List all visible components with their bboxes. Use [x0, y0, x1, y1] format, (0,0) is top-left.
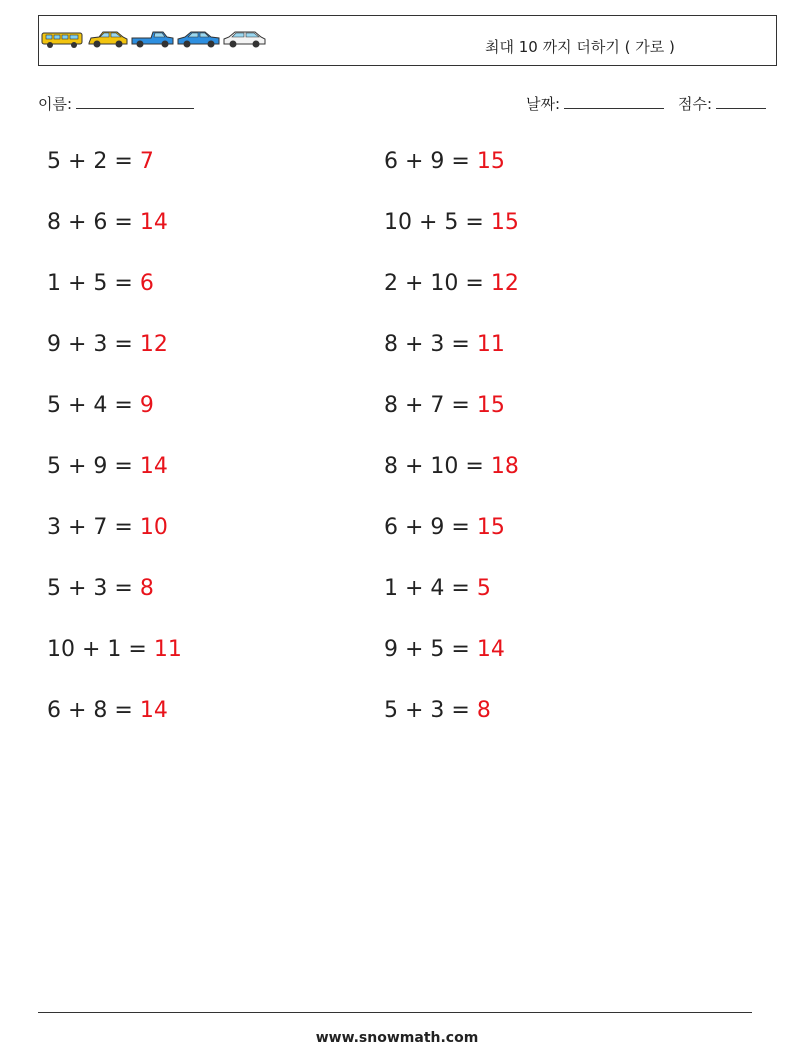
problem-right-5 [384, 392, 505, 420]
problem-right-3 [384, 270, 519, 298]
answer: 8 [476, 698, 491, 723]
worksheet-header [38, 15, 777, 66]
question: 10 + 1 = [47, 637, 154, 662]
question: 5 + 9 = [47, 454, 140, 479]
question: 5 + 4 = [47, 393, 140, 418]
answer: 8 [139, 576, 154, 601]
answer: 14 [139, 454, 168, 479]
problem-left-3 [47, 270, 154, 298]
answer: 12 [490, 271, 519, 296]
question: 1 + 5 = [47, 271, 140, 296]
question: 5 + 3 = [47, 576, 140, 601]
problem-left-7 [47, 514, 168, 542]
question: 8 + 7 = [384, 393, 477, 418]
answer: 15 [476, 515, 505, 540]
worksheet-title: 최대 10 까지 더하기 ( 가로 ) [485, 38, 675, 56]
answer: 6 [139, 271, 154, 296]
answer: 15 [476, 393, 505, 418]
problem-right-10 [384, 697, 491, 725]
problem-left-1 [47, 148, 154, 176]
question: 9 + 5 = [384, 637, 477, 662]
answer: 14 [139, 698, 168, 723]
question: 6 + 9 = [384, 149, 477, 174]
answer: 11 [153, 637, 182, 662]
answer: 18 [490, 454, 519, 479]
problem-left-4 [47, 331, 168, 359]
date-field [526, 93, 664, 114]
answer: 5 [476, 576, 491, 601]
question: 6 + 9 = [384, 515, 477, 540]
blue-sedan-icon [177, 29, 221, 49]
problem-right-8 [384, 575, 491, 603]
answer: 14 [476, 637, 505, 662]
question: 5 + 3 = [384, 698, 477, 723]
question: 9 + 3 = [47, 332, 140, 357]
question: 8 + 10 = [384, 454, 491, 479]
answer: 9 [139, 393, 154, 418]
score-blank [716, 94, 766, 109]
problem-left-2 [47, 209, 168, 237]
problem-right-6 [384, 453, 519, 481]
name-field [38, 93, 194, 114]
answer: 7 [139, 149, 154, 174]
score-label: 점수: [678, 95, 713, 113]
question: 8 + 6 = [47, 210, 140, 235]
problem-right-9 [384, 636, 505, 664]
problem-left-10 [47, 697, 168, 725]
question: 3 + 7 = [47, 515, 140, 540]
question: 8 + 3 = [384, 332, 477, 357]
answer: 14 [139, 210, 168, 235]
date-label: 날짜: [526, 95, 561, 113]
name-label: 이름: [38, 95, 73, 113]
name-blank [76, 94, 194, 109]
blue-pickup-icon [131, 29, 175, 49]
problem-left-9 [47, 636, 182, 664]
vehicle-icons [41, 29, 267, 49]
answer: 11 [476, 332, 505, 357]
question: 6 + 8 = [47, 698, 140, 723]
problem-right-7 [384, 514, 505, 542]
yellow-car-icon [87, 29, 129, 49]
answer: 10 [139, 515, 168, 540]
problem-left-6 [47, 453, 168, 481]
answer: 12 [139, 332, 168, 357]
footer-divider [38, 1012, 752, 1013]
question: 2 + 10 = [384, 271, 491, 296]
problem-right-4 [384, 331, 505, 359]
problem-right-1 [384, 148, 505, 176]
white-suv-icon [223, 29, 267, 49]
date-blank [564, 94, 664, 109]
problem-left-5 [47, 392, 154, 420]
footer-site: www.snowmath.com [315, 1030, 479, 1046]
problem-right-2 [384, 209, 519, 237]
answer: 15 [476, 149, 505, 174]
problem-left-8 [47, 575, 154, 603]
question: 5 + 2 = [47, 149, 140, 174]
answer: 15 [490, 210, 519, 235]
question: 1 + 4 = [384, 576, 477, 601]
score-field [678, 93, 766, 114]
question: 10 + 5 = [384, 210, 491, 235]
yellow-van-icon [41, 29, 85, 49]
